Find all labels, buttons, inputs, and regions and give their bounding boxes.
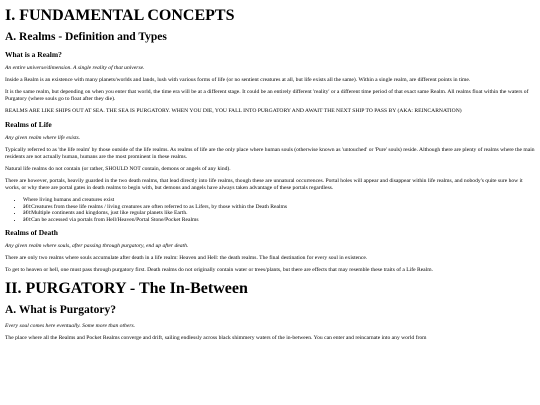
list-item: • â€¢Creatures from these life realms / living creatures are often referred to as Lifers, by those within the Death Realms bbox=[23, 204, 535, 211]
realms-definition-heading: A. Realms - Definition and Types bbox=[5, 31, 167, 43]
death-tagline: Any given realm where souls, after passing through purgatory, end up after death. bbox=[5, 243, 189, 249]
list-item: • â€¢Multiple continents and kingdoms, just like regular planets like Earth. bbox=[23, 210, 535, 217]
what-is-realm-heading: What is a Realm? bbox=[5, 50, 62, 59]
realms-of-life-heading: Realms of Life bbox=[5, 120, 52, 129]
realm-paragraph-3: REALMS ARE LIKE SHIPS OUT AT SEA. THE SEA IS PURGATORY. WHEN YOU DIE, YOU FALL INTO PURGATORY AND AWAIT THE NEXT SHIP TO PASS BY (AKA: REINCARNATION) bbox=[5, 108, 462, 114]
section-1-title: I. FUNDAMENTAL CONCEPTS bbox=[5, 7, 235, 24]
realm-paragraph-1: Inside a Realm is an existence with many planets/worlds and lands, lush with various forms of life (or no sentient creatures at all, but life exists all the same). Within a single realm, are different points in time. bbox=[5, 77, 471, 83]
death-paragraph-1: There are only two realms where souls accumulate after death in a life realm: Heaven and Hell: the death realms. The final destination for every soul in existence. bbox=[5, 255, 368, 261]
list-item: • Where living humans and creatures exist bbox=[23, 197, 535, 204]
life-paragraph-3: There are however, portals, heavily guarded in the two death realms, that lead directly into life realms, though these are unnatural occurrences. Portal holes will appear and disappear within life realms, and nobody's quite sure how it works, or why there are portal gates in death realms to begin with, but demons and angels have always taken advantage of these portals regardless. bbox=[5, 178, 523, 191]
purgatory-paragraph-1: The place where all the Realms and Pocket Realms converge and drift, sailing endlessly across black shimmery waters of the in-between. You can enter and reincarnate into any world from bbox=[5, 335, 427, 341]
death-paragraph-2: To get to heaven or hell, one must pass through purgatory first. Death realms do not originally contain water or trees/plants, but there are effects that may resemble these traits of a Life Realm. bbox=[5, 267, 433, 273]
life-list bbox=[5, 197, 535, 223]
section-2-title: II. PURGATORY - The In-Between bbox=[5, 280, 248, 297]
purgatory-tagline: Every soul comes here eventually. Some more than others. bbox=[5, 323, 136, 329]
realm-tagline: An entire universe/dimension. A single reality of that universe. bbox=[5, 65, 145, 71]
life-paragraph-1: Typically referred to as 'the life realm' by those outside of the life realms. As realms of life are the only place where human souls (otherwise known as 'untouched' or 'Pure' souls) reside. Although there are plenty of realms where the main residents are not actually human, humans are the most prominent in these realms. bbox=[5, 147, 535, 160]
purgatory-heading: A. What is Purgatory? bbox=[5, 304, 116, 316]
realm-paragraph-2: It is the same realm, but depending on when you enter that world, the time era will be at a different stage. It could be an entirely different 'reality' or a different time period of that exact same Realm. All realms float within the waters of Purgatory (where souls go to float after they die). bbox=[5, 89, 529, 102]
list-item: • â€¢Can be accessed via portals from Hell/Heaven/Portal Stone/Pocket Realms bbox=[23, 217, 535, 224]
life-paragraph-2: Natural life realms do not contain (or rather, SHOULD NOT contain, demons or angels of any kind). bbox=[5, 166, 231, 172]
life-tagline: Any given realm where life exists. bbox=[5, 135, 81, 141]
realms-of-death-heading: Realms of Death bbox=[5, 228, 58, 237]
